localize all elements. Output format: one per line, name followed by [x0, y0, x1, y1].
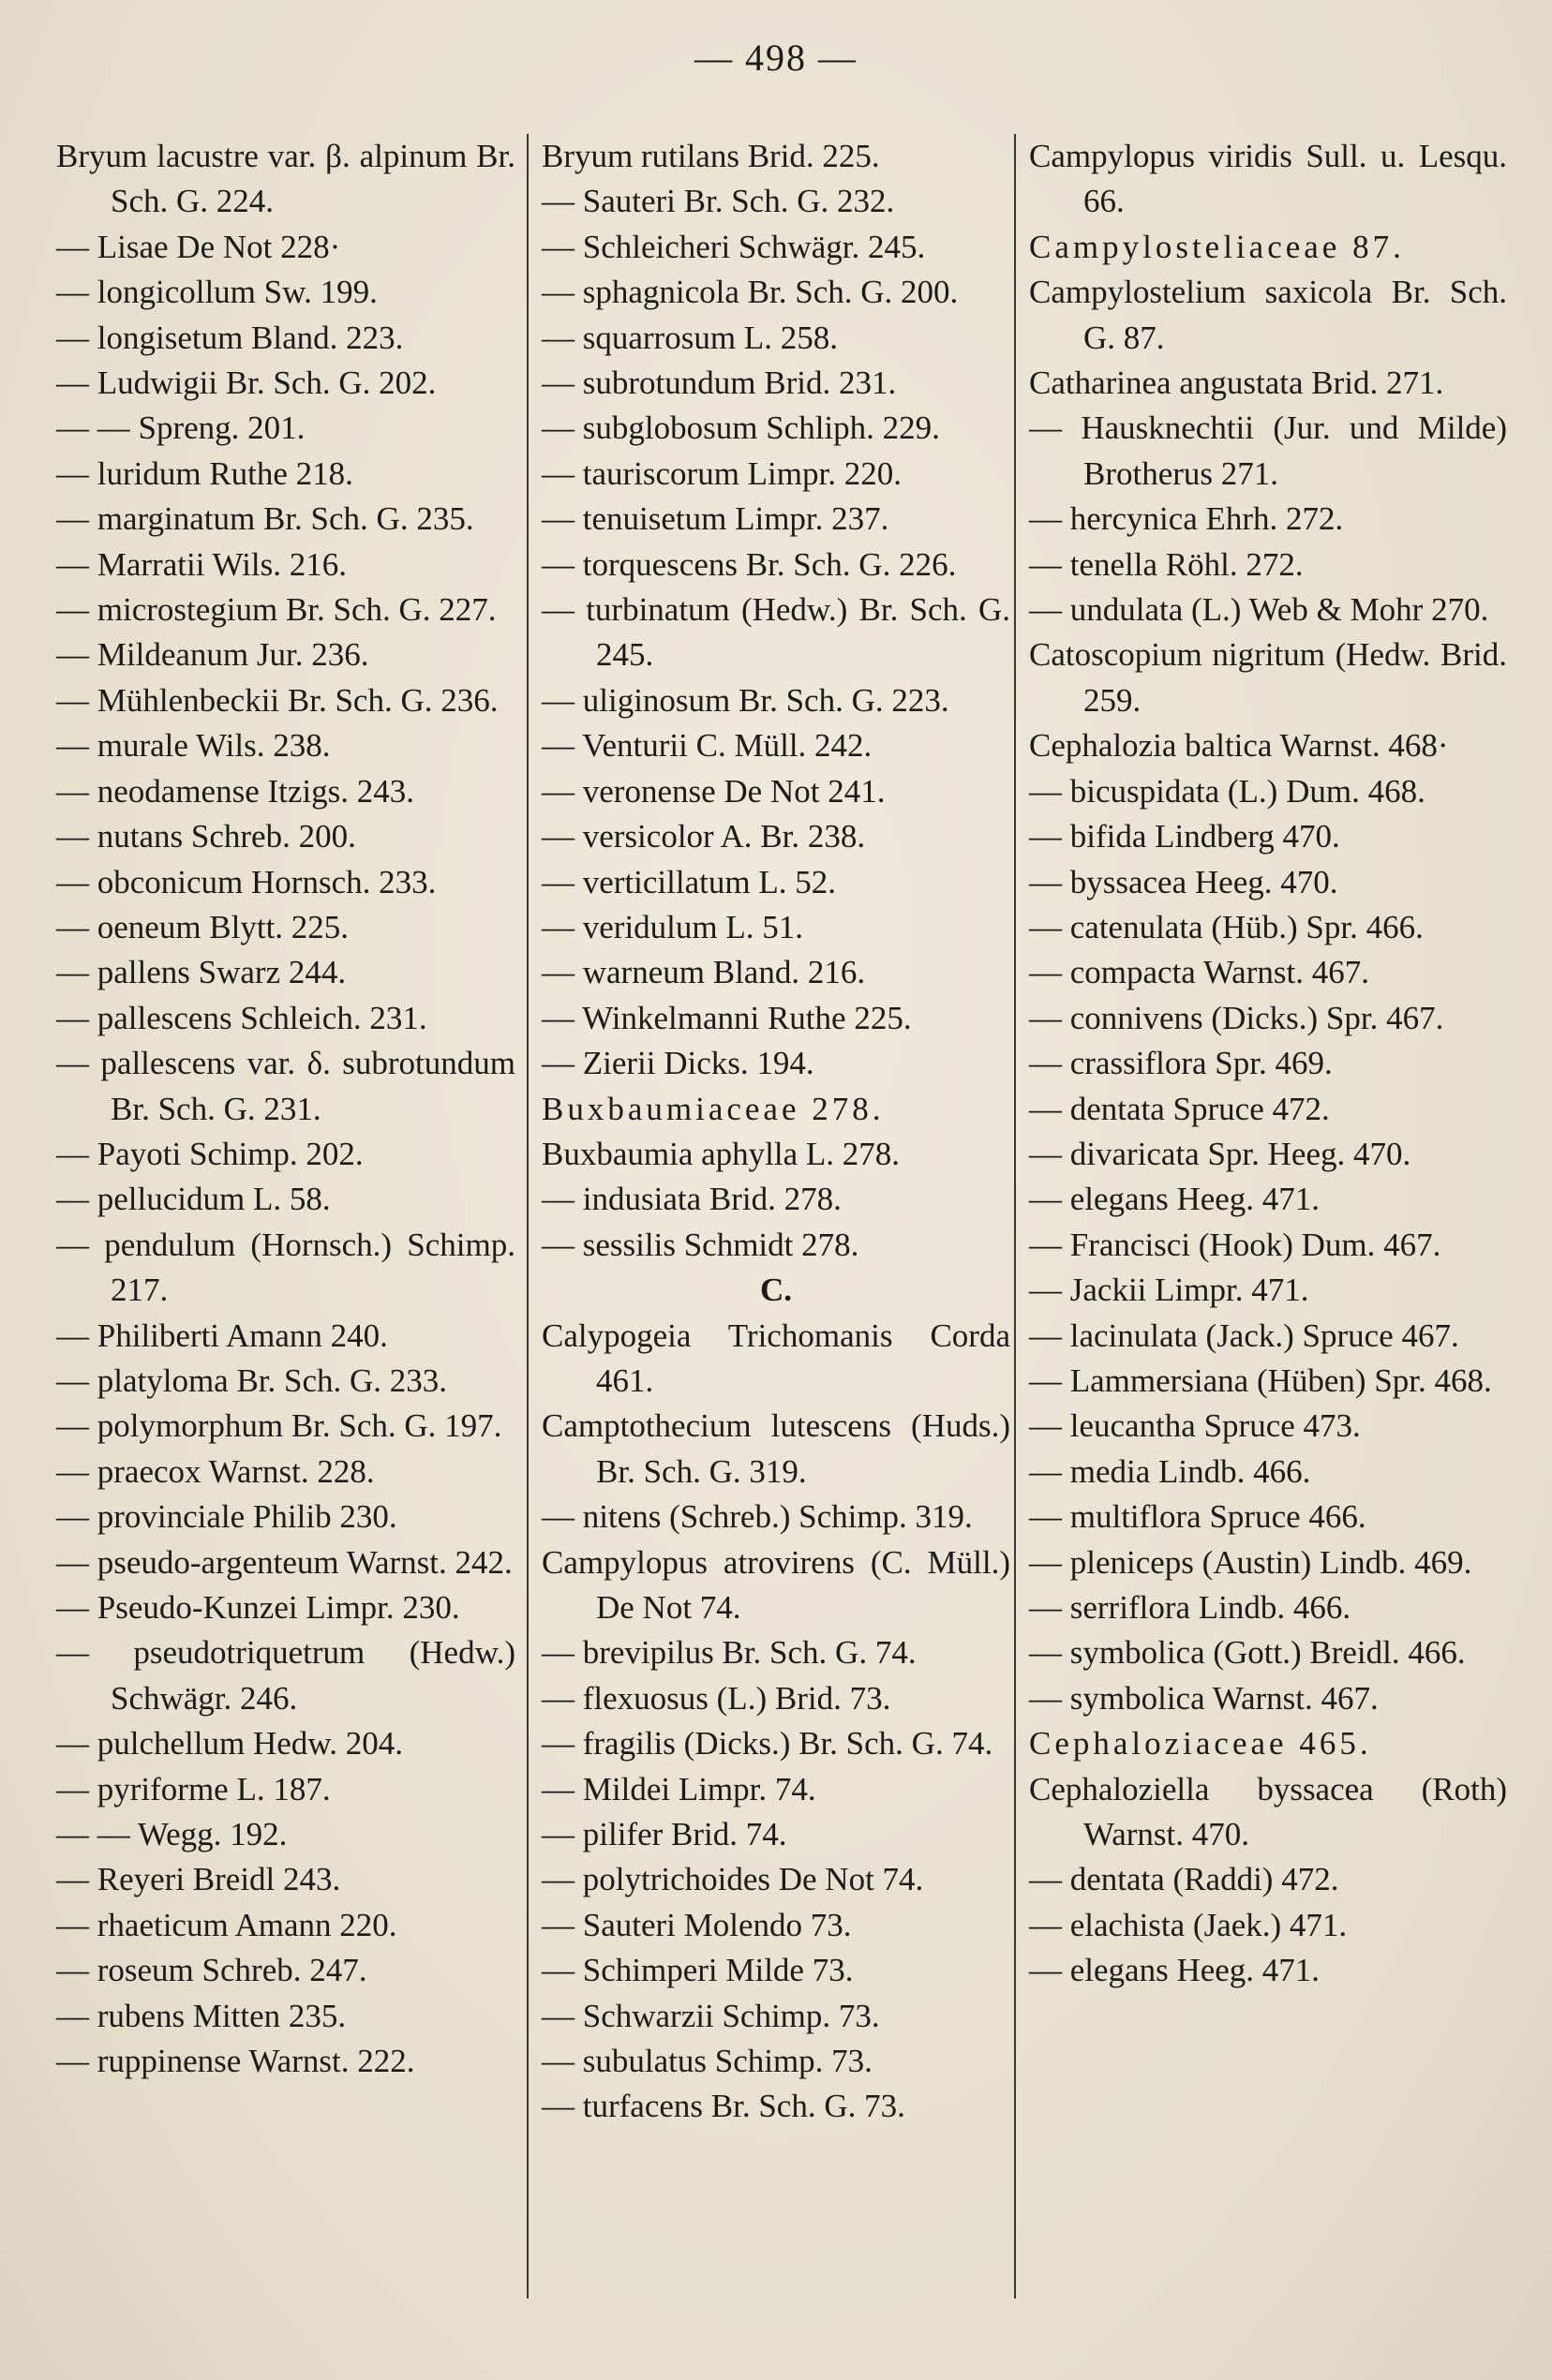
index-entry: — versicolor A. Br. 238. [542, 818, 866, 855]
index-entry: Cephaloziaceae 465. [1029, 1725, 1372, 1763]
index-entry: Cephaloziella byssacea (Roth) Warnst. 470. [1029, 1770, 1507, 1853]
index-entry: — subrotundum Brid. 231. [542, 364, 897, 402]
index-entry: — Mühlenbeckii Br. Sch. G. 236. [56, 681, 499, 719]
index-entry: — elachista (Jaek.) 471. [1029, 1906, 1348, 1943]
index-entry: — neodamense Itzigs. 243. [56, 772, 414, 810]
index-entry: Catoscopium nigritum (Hedw. Brid. 259. [1029, 636, 1507, 719]
index-entry: — Sauteri Br. Sch. G. 232. [542, 183, 895, 220]
index-entry: — Schwarzii Schimp. 73. [542, 1997, 880, 2034]
index-entry: Campylopus viridis Sull. u. Lesqu. 66. [1029, 138, 1507, 220]
index-entry: — Francisci (Hook) Dum. 467. [1029, 1226, 1441, 1263]
index-entry: — marginatum Br. Sch. G. 235. [56, 500, 474, 538]
index-entry: — oeneum Blytt. 225. [56, 908, 350, 945]
index-column-3 [1029, 134, 1507, 1994]
index-entry: — squarrosum L. 258. [542, 319, 838, 356]
index-entry: — Marratii Wils. 216. [56, 545, 347, 583]
index-entry: — warneum Bland. 216. [542, 954, 866, 991]
index-entry: — pellucidum L. 58. [56, 1181, 331, 1218]
index-entry: — Lisae De Not 228· [56, 228, 341, 265]
index-entry: — pilifer Brid. 74. [542, 1816, 787, 1853]
index-entry: — Payoti Schimp. 202. [56, 1135, 364, 1172]
index-entry: Camptothecium lutescens (Huds.) Br. Sch. G. 319. [542, 1407, 1010, 1490]
index-entry: — nutans Schreb. 200. [56, 818, 356, 855]
index-entry: Bryum rutilans Brid. 225. [542, 138, 880, 174]
index-entry: — pallens Swarz 244. [56, 954, 347, 991]
index-entry: — polymorphum Br. Sch. G. 197. [56, 1407, 502, 1445]
index-entry: — symbolica (Gott.) Breidl. 466. [1029, 1634, 1466, 1672]
index-entry: — Schleicheri Schwägr. 245. [542, 228, 926, 265]
index-entry: — bifida Lindberg 470. [1029, 818, 1340, 855]
index-entry: Catharinea angustata Brid. 271. [1029, 364, 1444, 402]
index-entry: — provinciale Philib 230. [56, 1498, 397, 1536]
index-entry: — Winkelmanni Ruthe 225. [542, 999, 912, 1036]
index-entry: — veronense De Not 241. [542, 772, 886, 810]
index-entry: — ruppinense Warnst. 222. [56, 2043, 415, 2080]
index-entry: — uliginosum Br. Sch. G. 223. [542, 681, 949, 719]
index-entry: — bicuspidata (L.) Dum. 468. [1029, 772, 1425, 810]
index-entry: — indusiata Brid. 278. [542, 1181, 842, 1218]
index-entry: — leucantha Spruce 473. [1029, 1407, 1361, 1445]
index-entry: — Philiberti Amann 240. [56, 1316, 388, 1354]
index-entry: — rubens Mitten 235. [56, 1997, 347, 2034]
index-entry: Campylosteliaceae 87. [1029, 228, 1405, 265]
index-entry: — undulata (L.) Web & Mohr 270. [1029, 591, 1489, 629]
index-entry: — sessilis Schmidt 278. [542, 1226, 859, 1263]
index-entry: — catenulata (Hüb.) Spr. 466. [1029, 908, 1424, 945]
index-entry: — fragilis (Dicks.) Br. Sch. G. 74. [542, 1725, 993, 1763]
index-entry: — byssacea Heeg. 470. [1029, 863, 1338, 900]
index-entry: — longisetum Bland. 223. [56, 319, 404, 356]
index-entry: — Mildei Limpr. 74. [542, 1770, 816, 1807]
index-entry: — luridum Ruthe 218. [56, 454, 353, 492]
index-entry: — turbinatum (Hedw.) Br. Sch. G. 245. [542, 591, 1010, 674]
index-entry: — microstegium Br. Sch. G. 227. [56, 591, 497, 629]
index-column-2 [542, 134, 1010, 2130]
index-entry: — multiflora Spruce 466. [1029, 1498, 1366, 1536]
index-entry: — verticillatum L. 52. [542, 863, 836, 900]
index-entry: — obconicum Hornsch. 233. [56, 863, 437, 900]
index-entry: — subulatus Schimp. 73. [542, 2043, 873, 2080]
index-entry: — pallescens Schleich. 231. [56, 999, 427, 1036]
index-entry: — Mildeanum Jur. 236. [56, 636, 369, 674]
index-entry: — tauriscorum Limpr. 220. [542, 454, 902, 492]
index-entry: — flexuosus (L.) Brid. 73. [542, 1679, 891, 1717]
index-entry: — polytrichoides De Not 74. [542, 1861, 924, 1898]
index-entry: Bryum lacustre var. β. alpinum Br. Sch. G. 224. [56, 138, 515, 220]
page-number: — 498 — [694, 37, 858, 79]
index-entry: — elegans Heeg. 471. [1029, 1952, 1321, 1989]
index-entry: — nitens (Schreb.) Schimp. 319. [542, 1498, 973, 1536]
index-entry: — pseudotriquetrum (Hedw.) Schwägr. 246. [56, 1634, 515, 1717]
index-entry: — hercynica Ehrh. 272. [1029, 500, 1344, 538]
index-entry: — brevipilus Br. Sch. G. 74. [542, 1634, 917, 1672]
index-entry: — murale Wils. 238. [56, 727, 331, 765]
index-entry: — — Spreng. 201. [56, 409, 306, 447]
index-entry: — roseum Schreb. 247. [56, 1952, 367, 1989]
index-entry: — rhaeticum Amann 220. [56, 1906, 397, 1943]
index-entry: — veridulum L. 51. [542, 908, 803, 945]
index-entry: — longicollum Sw. 199. [56, 274, 378, 311]
index-entry: — Venturii C. Müll. 242. [542, 727, 873, 765]
index-entry: — torquescens Br. Sch. G. 226. [542, 545, 957, 583]
section-letter: C. [759, 1272, 793, 1309]
index-entry: — Ludwigii Br. Sch. G. 202. [56, 364, 437, 402]
index-entry: — Jackii Limpr. 471. [1029, 1272, 1309, 1309]
index-entry: — Reyeri Breidl 243. [56, 1861, 341, 1898]
index-entry: — platyloma Br. Sch. G. 233. [56, 1361, 448, 1399]
index-entry: — serriflora Lindb. 466. [1029, 1589, 1351, 1626]
index-entry: — subglobosum Schliph. 229. [542, 409, 940, 447]
index-entry: — lacinulata (Jack.) Spruce 467. [1029, 1316, 1459, 1354]
index-entry: — pendulum (Hornsch.) Schimp. 217. [56, 1226, 515, 1309]
index-column-1 [56, 134, 515, 2084]
index-entry: — — Wegg. 192. [56, 1816, 288, 1853]
index-entry: — pyriforme L. 187. [56, 1770, 331, 1807]
index-entry: — Lammersiana (Hüben) Spr. 468. [1029, 1361, 1492, 1399]
index-entry: Buxbaumia aphylla L. 278. [542, 1135, 901, 1172]
index-entry: — Schimperi Milde 73. [542, 1952, 854, 1989]
index-entry: — pallescens var. δ. subrotundum Br. Sch. G. 231. [56, 1045, 515, 1127]
index-entry: — divaricata Spr. Heeg. 470. [1029, 1135, 1411, 1172]
index-entry: Campylostelium saxicola Br. Sch. G. 87. [1029, 274, 1507, 356]
index-entry: — elegans Heeg. 471. [1029, 1181, 1321, 1218]
column-divider [527, 134, 529, 2298]
index-entry: — praecox Warnst. 228. [56, 1452, 375, 1490]
index-entry: — sphagnicola Br. Sch. G. 200. [542, 274, 959, 311]
index-entry: — crassiflora Spr. 469. [1029, 1045, 1333, 1082]
index-entry: — symbolica Warnst. 467. [1029, 1679, 1379, 1717]
index-entry: — Hausknechtii (Jur. und Milde) Brotherus 271. [1029, 409, 1507, 492]
index-entry: — compacta Warnst. 467. [1029, 954, 1369, 991]
column-divider [1014, 134, 1016, 2298]
index-entry: — Pseudo-Kunzei Limpr. 230. [56, 1589, 460, 1626]
index-entry: — pleniceps (Austin) Lindb. 469. [1029, 1543, 1472, 1581]
index-entry: — Zierii Dicks. 194. [542, 1045, 814, 1082]
index-entry: Calypogeia Trichomanis Corda 461. [542, 1316, 1010, 1399]
index-entry: — media Lindb. 466. [1029, 1452, 1311, 1490]
index-entry: — turfacens Br. Sch. G. 73. [542, 2088, 905, 2125]
index-entry: — connivens (Dicks.) Spr. 467. [1029, 999, 1444, 1036]
index-entry: — tenuisetum Limpr. 237. [542, 500, 889, 538]
index-entry: Buxbaumiaceae 278. [542, 1090, 885, 1127]
index-entry: — dentata (Raddi) 472. [1029, 1861, 1339, 1898]
index-entry: Campylopus atrovirens (C. Müll.) De Not 74. [542, 1543, 1010, 1626]
index-entry: — dentata Spruce 472. [1029, 1090, 1330, 1127]
index-entry: — pseudo-argenteum Warnst. 242. [56, 1543, 513, 1581]
index-entry: Cephalozia baltica Warnst. 468· [1029, 727, 1449, 765]
index-entry: — Sauteri Molendo 73. [542, 1906, 852, 1943]
index-entry: — pulchellum Hedw. 204. [56, 1725, 404, 1763]
index-entry: — tenella Röhl. 272. [1029, 545, 1304, 583]
